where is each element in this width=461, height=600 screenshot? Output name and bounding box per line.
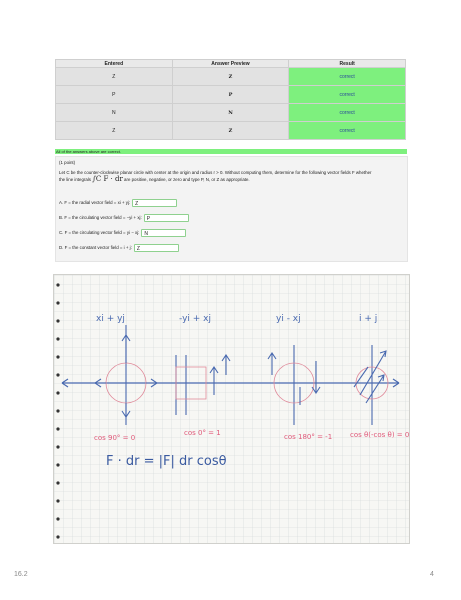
col-entered: Entered [56, 60, 173, 68]
entered-cell: P [56, 86, 173, 104]
part-b-label: B. F = the circulating vector field = −yi + xj: [59, 215, 142, 220]
preview-cell: Z [172, 122, 289, 140]
result-cell: correct [289, 122, 406, 140]
field-label-1: xi + yj [96, 314, 125, 324]
part-a-label: A. F = the radial vector field = xi + yj: [59, 200, 131, 205]
col-result: Result [289, 60, 406, 68]
preview-cell: Z [172, 68, 289, 86]
success-banner: All of the answers above are correct. [55, 149, 407, 154]
result-cell: correct [289, 104, 406, 122]
footer-page-number: 4 [430, 571, 434, 578]
dot-product-formula: F · dr = |F| dr cosθ [106, 454, 227, 469]
field-label-4: i + j [359, 314, 378, 324]
part-a-answer-field[interactable]: Z [132, 199, 177, 207]
problem-statement [59, 170, 403, 183]
entered-cell: Z [56, 68, 173, 86]
field-label-2: -yi + xj [179, 314, 212, 324]
part-b-answer-field[interactable]: P [144, 214, 189, 222]
caption-4: cos θ(-cos θ) = 0 [350, 431, 409, 439]
entered-cell: Z [56, 122, 173, 140]
part-d-answer-field[interactable]: Z [134, 244, 179, 252]
result-cell: correct [289, 68, 406, 86]
table-row [56, 122, 406, 140]
part-c-answer-field[interactable]: N [141, 229, 186, 237]
part-d-label: D. F = the constant vector field = i + j: [59, 245, 132, 250]
table-row [56, 104, 406, 122]
entered-cell: N [56, 104, 173, 122]
handwritten-notes-photo [53, 274, 410, 544]
problem-points: (1 point) [59, 160, 76, 165]
result-cell: correct [289, 86, 406, 104]
table-row [56, 86, 406, 104]
col-preview: Answer Preview [172, 60, 289, 68]
problem-box [55, 156, 408, 262]
statement-line-2a: the line integrals [59, 177, 91, 182]
part-b [59, 213, 189, 223]
caption-1: cos 90° = 0 [94, 434, 136, 442]
caption-2: cos 0° = 1 [184, 429, 221, 437]
part-d [59, 243, 179, 253]
results-table [55, 59, 406, 140]
part-c-label: C. F = the circulating vector field = yi − xj: [59, 230, 140, 235]
caption-3: cos 180° = -1 [284, 433, 333, 441]
part-c [59, 228, 186, 238]
footer-section: 16.2 [14, 571, 28, 578]
part-a [59, 198, 177, 208]
line-integral: ∫C F · dr [92, 175, 123, 183]
field-label-3: yi - xj [276, 314, 301, 324]
statement-line-1: Let C be the counter-clockwise planar circle with center at the origin and radius r > 0. Without computing them, determine for the following vector fields F whether [59, 170, 372, 175]
preview-cell: N [172, 104, 289, 122]
table-row [56, 68, 406, 86]
statement-line-2b: are positive, negative, or zero and type P, N, or Z as appropriate. [124, 177, 250, 182]
graph-paper [54, 275, 409, 543]
preview-cell: P [172, 86, 289, 104]
